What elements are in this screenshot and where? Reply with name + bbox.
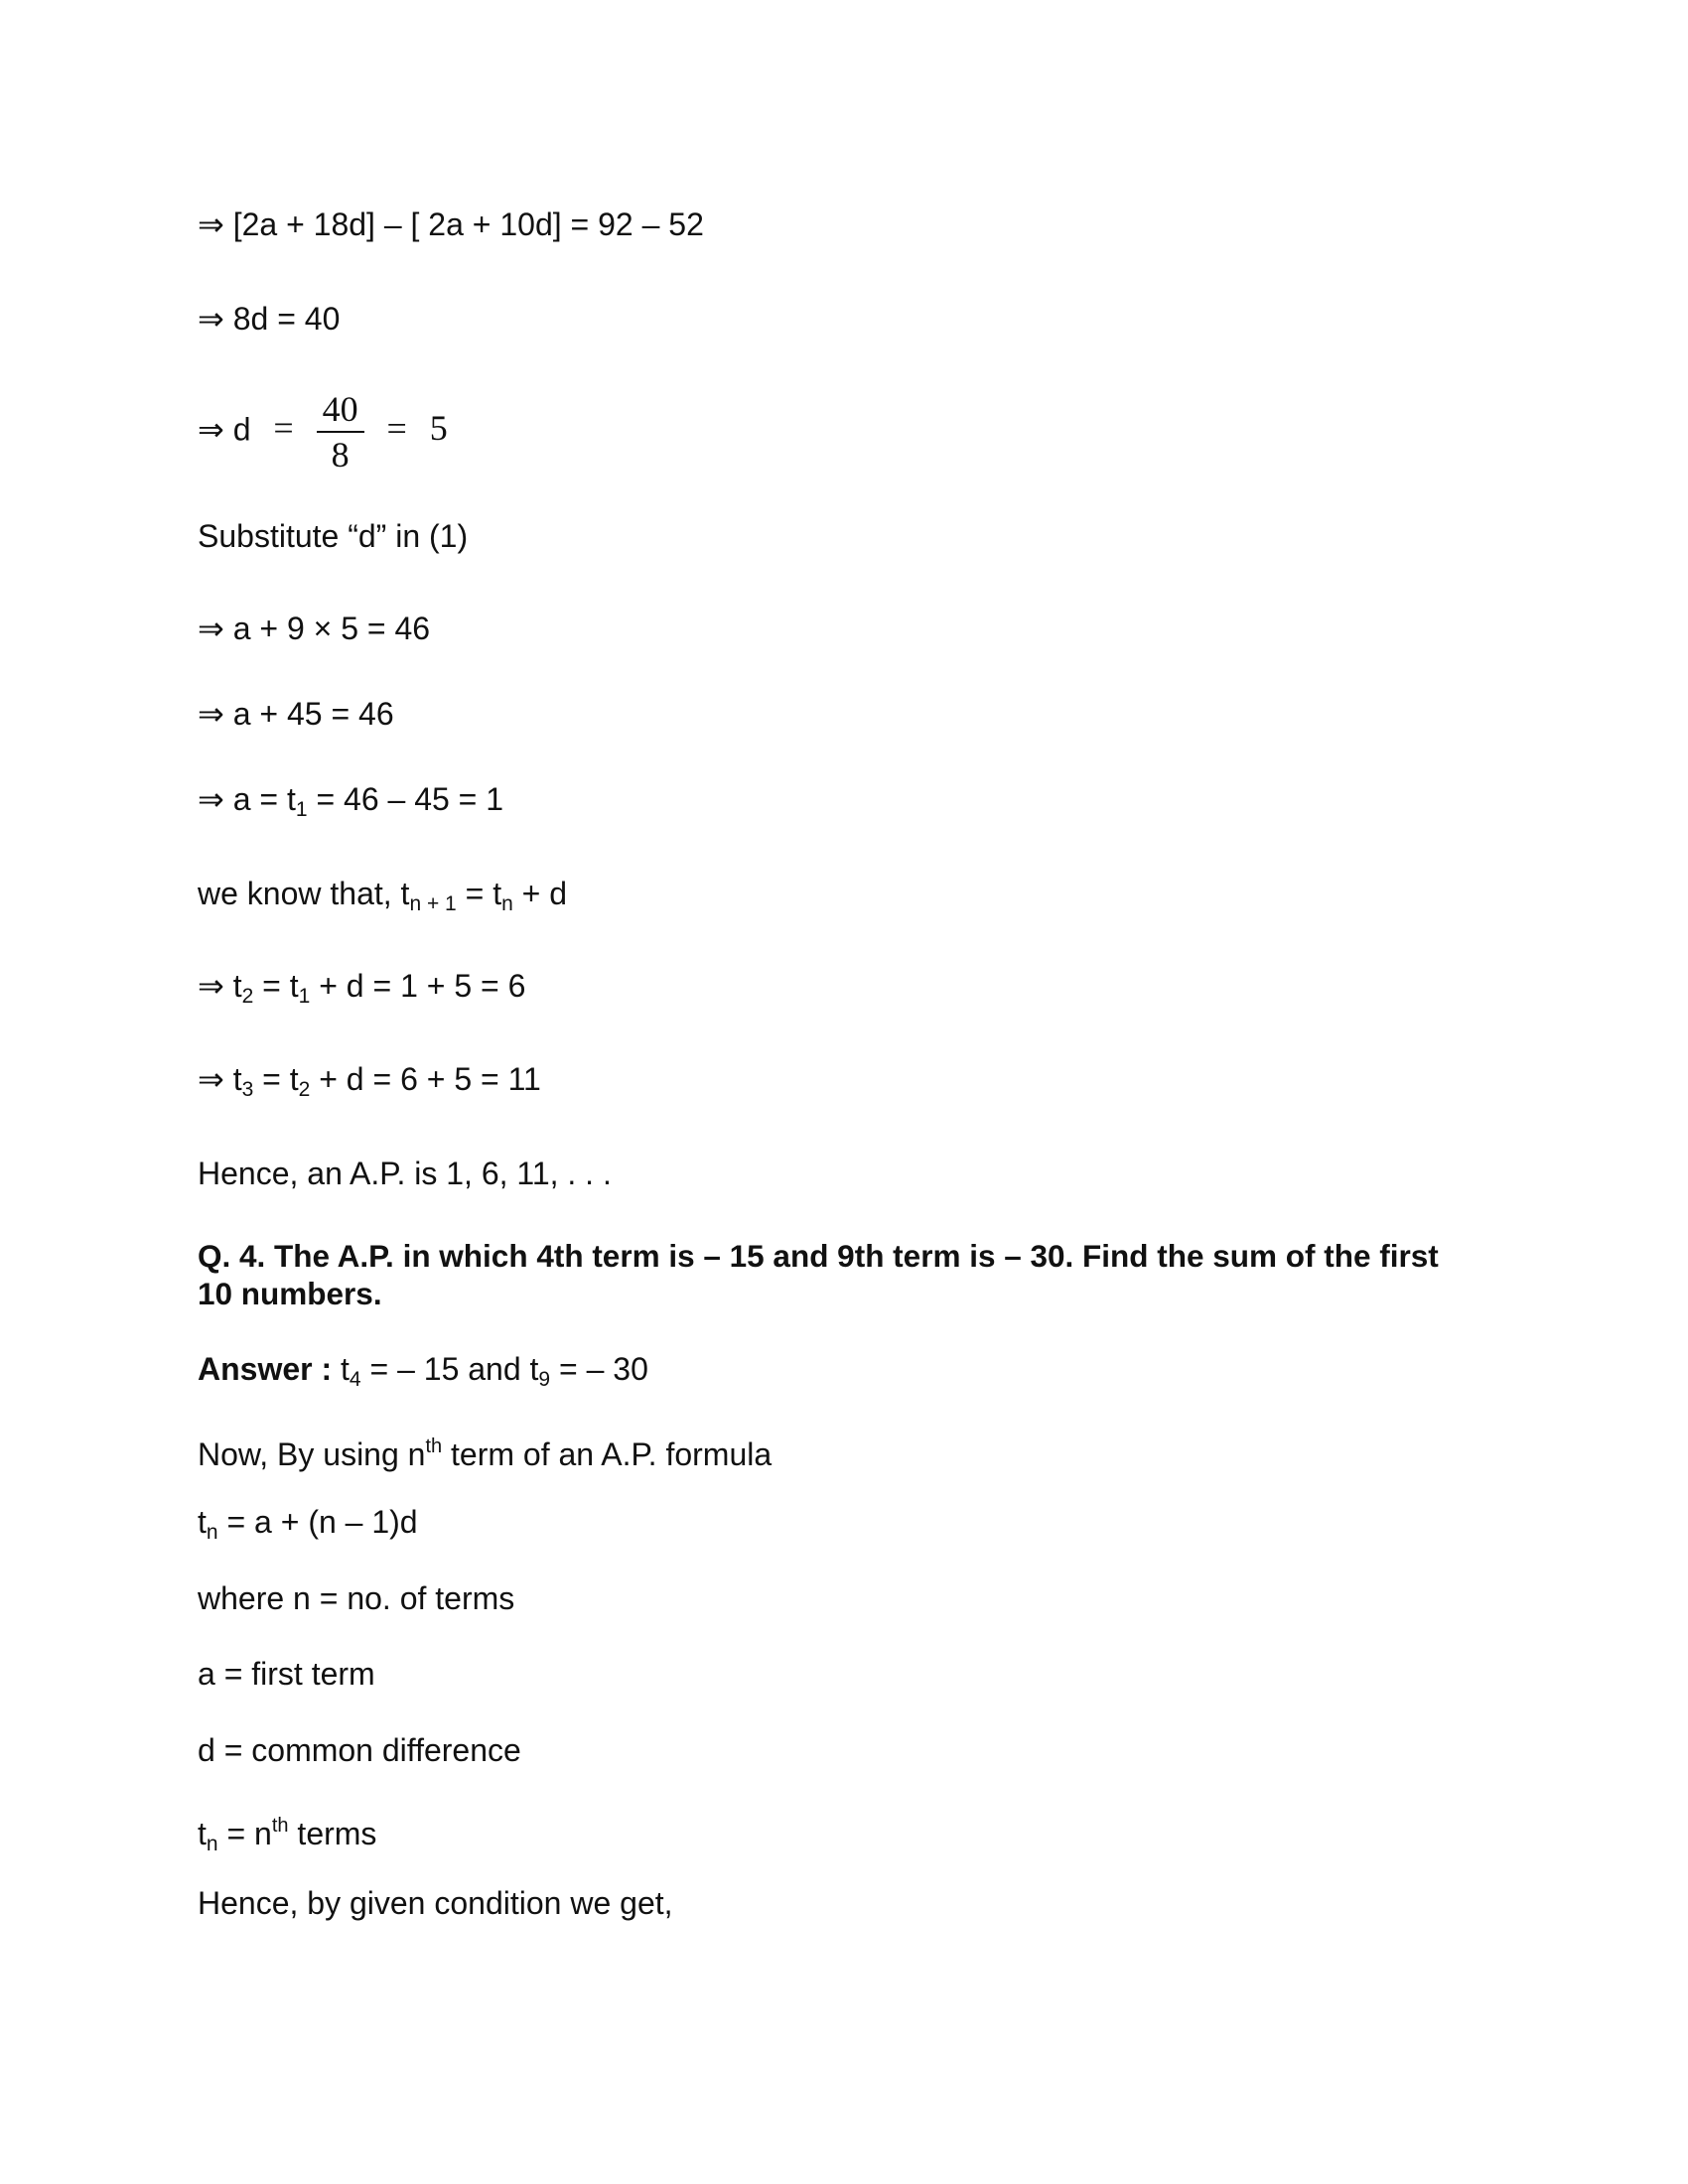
equation-line: ⇒ $t_3 = t_2 + d = 6 + 5 = 11$ [198,1061,541,1101]
definition-line: a = first term [198,1656,375,1692]
formula-line: $t_n = a + (n - 1)d$ [198,1504,418,1544]
implies-d: ⇒ d [198,411,251,448]
fraction-denominator: 8 [331,435,350,475]
equals-sign: = [273,408,294,449]
equation-line: ⇒ [2a + 18d] – [ 2a + 10d] = 92 – 52 [198,206,704,242]
fraction-numerator: 40 [317,389,364,433]
subscript: 2 [298,1078,311,1101]
equation-line: ⇒ $t_2 = t_1 + d = 1 + 5 = 6$ [198,968,526,1008]
equation-line: ⇒ $a = t_1 = 46 - 45 = 1$ [198,781,504,821]
answer-label: Answer : [198,1351,333,1387]
definition-line: where n = no. of terms [198,1580,515,1616]
equation-line: ⇒ 8d = 40 [198,301,341,337]
subscript: 1 [295,798,308,821]
result-value: 5 [429,408,448,449]
subscript: 3 [241,1078,254,1101]
equation-line: we know that, $t_{n + 1} = t_n + d$ [198,876,568,915]
equation-line: ⇒ a + 9 × 5 = 46 [198,611,431,646]
subscript: n + 1 [409,892,457,915]
superscript: th [425,1435,443,1457]
text-line: Now, By using $n^{th}$ term of an A.P. formula [198,1435,773,1472]
equation-line: ⇒ a + 45 = 46 [198,696,394,732]
question-heading: Q. 4. The A.P. in which 4th term is – 15 and 9th term is – 30. Find the sum of the first 10 numbers. [198,1238,1439,1311]
conclusion-line: Hence, an A.P. is 1, 6, 11, . . . [198,1156,612,1191]
text-line: Hence, by given condition we get, [198,1885,673,1921]
subscript: 1 [298,985,311,1008]
fraction-equation [198,389,448,473]
definition-line: $t_n = n^{th}$ terms [198,1815,377,1855]
subscript: n [206,1833,218,1855]
subscript: n [206,1521,218,1544]
answer-line: Answer : $t_4$ = – 15 and $t_9$ = – 30 [198,1351,648,1391]
subscript: 2 [241,985,254,1008]
equals-sign: = [386,408,407,449]
subscript: 9 [538,1368,551,1391]
superscript: th [271,1815,289,1837]
definition-line: d = common difference [198,1732,521,1768]
subscript: n [501,892,513,915]
subscript: 4 [349,1368,361,1391]
text-line: Substitute “d” in (1) [198,518,469,554]
fraction [317,389,364,475]
